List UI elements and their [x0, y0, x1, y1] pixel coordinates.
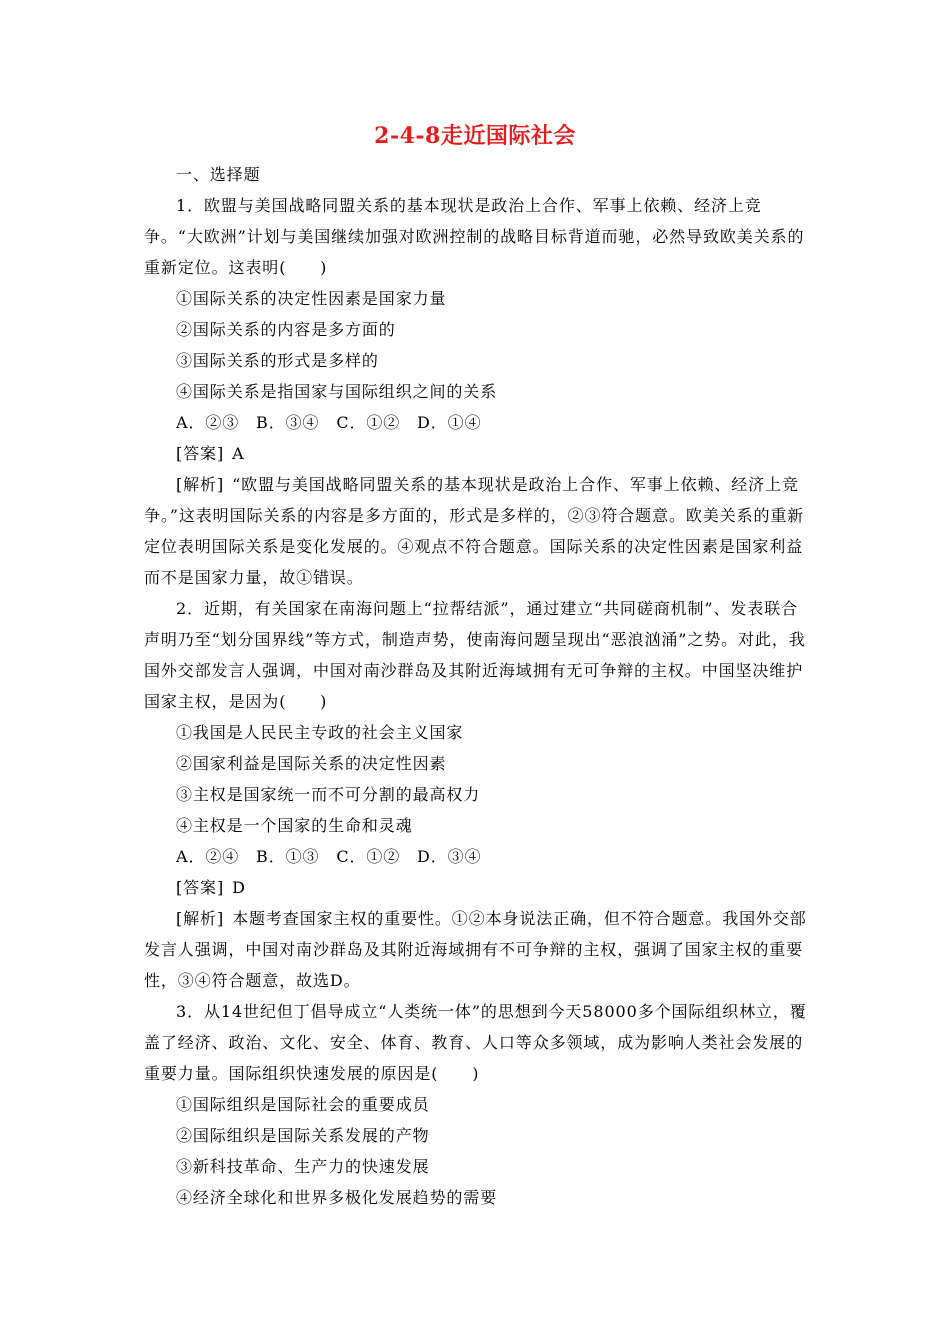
section-heading: 一、选择题 — [176, 165, 261, 184]
answer-label: [答案] — [176, 878, 225, 897]
option-item: ③新科技革命、生产力的快速发展 — [176, 1157, 430, 1176]
answer-choices: A．②③ B．③④ C．①② D．①④ — [176, 413, 482, 432]
question-3 — [144, 996, 807, 1213]
option-item: ②国际关系的内容是多方面的 — [176, 320, 396, 339]
option-item: ④国际关系是指国家与国际组织之间的关系 — [176, 382, 498, 401]
answer-value: A — [232, 444, 245, 463]
option-item: ③主权是国家统一而不可分割的最高权力 — [176, 785, 481, 804]
analysis-text: “欧盟与美国战略同盟关系的基本现状是政治上合作、军事上依赖、经济上竞争。”这表明国际关系的内容是多方面的，形式是多样的，②③符合题意。欧美关系的重新定位表明国际关系是变化发展的。④观点不符合题意。国际关系的决定性因素是国家利益而不是国家力量，故①错误。 — [144, 475, 805, 587]
option-item: ①国际关系的决定性因素是国家力量 — [176, 289, 447, 308]
analysis-label: [解析] — [176, 475, 225, 494]
document-body — [144, 159, 807, 1213]
option-item: ②国际组织是国际关系发展的产物 — [176, 1126, 430, 1145]
option-item: ④经济全球化和世界多极化发展趋势的需要 — [176, 1188, 498, 1207]
analysis-text: 本题考查国家主权的重要性。①②本身说法正确，但不符合题意。我国外交部发言人强调，中国对南沙群岛及其附近海域拥有不可争辩的主权，强调了国家主权的重要性，③④符合题意，故选D。 — [144, 909, 807, 990]
document-title: 2-4-8走近国际社会 — [374, 123, 576, 149]
question-stem: 2．近期，有关国家在南海问题上“拉帮结派”，通过建立“共同磋商机制”、发表联合声明乃至“划分国界线”等方式，制造声势，使南海问题呈现出“恶浪汹涌”之势。对此，我国外交部发言人强调，中国对南沙群岛及其附近海域拥有无可争辩的主权。中国坚决维护国家主权，是因为( ) — [144, 599, 806, 711]
analysis-paragraph — [144, 903, 807, 996]
answer-value: D — [232, 878, 246, 897]
answer-line — [144, 438, 807, 469]
answer-label: [答案] — [176, 444, 225, 463]
option-item: ①我国是人民民主专政的社会主义国家 — [176, 723, 464, 742]
analysis-paragraph — [144, 469, 807, 593]
option-item: ②国家利益是国际关系的决定性因素 — [176, 754, 447, 773]
question-stem: 3．从14世纪但丁倡导成立“人类统一体”的思想到今天58000多个国际组织林立，覆盖了经济、政治、文化、安全、体育、教育、人口等众多领域，成为影响人类社会发展的重要力量。国际组织快速发展的原因是( ) — [144, 1002, 807, 1083]
option-item: ①国际组织是国际社会的重要成员 — [176, 1095, 430, 1114]
option-item: ③国际关系的形式是多样的 — [176, 351, 379, 370]
question-1 — [144, 190, 807, 593]
answer-line — [144, 872, 807, 903]
analysis-label: [解析] — [176, 909, 225, 928]
question-2 — [144, 593, 807, 996]
answer-choices: A．②④ B．①③ C．①② D．③④ — [176, 847, 482, 866]
option-item: ④主权是一个国家的生命和灵魂 — [176, 816, 413, 835]
question-stem: 1．欧盟与美国战略同盟关系的基本现状是政治上合作、军事上依赖、经济上竞争。“大欧洲”计划与美国继续加强对欧洲控制的战略目标背道而驰，必然导致欧美关系的重新定位。这表明( ) — [144, 196, 805, 277]
